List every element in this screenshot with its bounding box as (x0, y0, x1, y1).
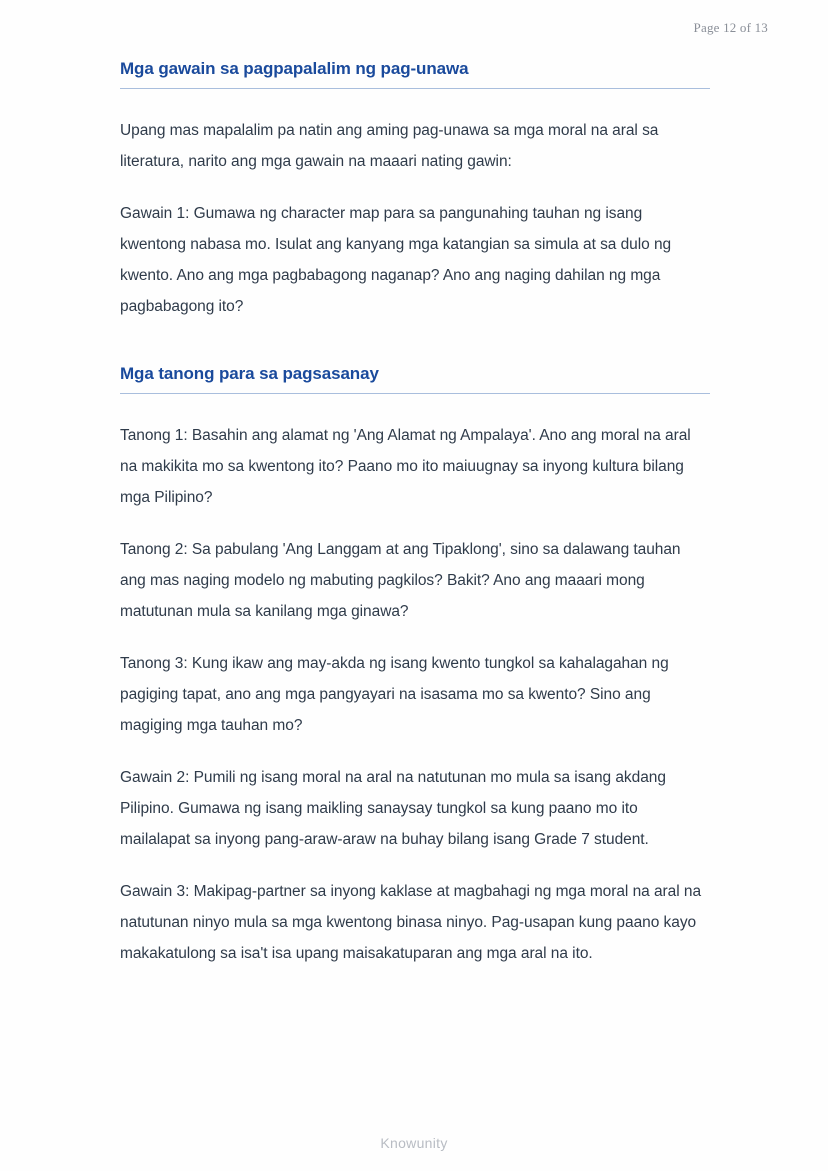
footer-brand-label: Knowunity (380, 1135, 448, 1151)
section-heading-practice-questions: Mga tanong para sa pagsasanay (120, 364, 710, 394)
section-heading-activities: Mga gawain sa pagpapalalim ng pag-unawa (120, 59, 710, 89)
paragraph: Gawain 3: Makipag-partner sa inyong kaklase at magbahagi ng mga moral na aral na natutunan ninyo mula sa mga kwentong binasa ninyo. Pag-usapan kung paano kayo makakatulong sa isa't isa upang maisakatuparan ang mga aral na ito. (120, 883, 702, 962)
page-number-label: Page 12 of 13 (693, 20, 768, 35)
paragraph: Gawain 1: Gumawa ng character map para sa pangunahing tauhan ng isang kwentong nabasa mo. Isulat ang kanyang mga katangian sa simula at sa dulo ng kwento. Ano ang mga pagbabagong naganap? Ano ang naging dahilan ng mga pagbabagong ito? (120, 205, 672, 315)
paragraph: Tanong 2: Sa pabulang 'Ang Langgam at ang Tipaklong', sino sa dalawang tauhan ang mas naging modelo ng mabuting pagkilos? Bakit? Ano ang maaari mong matutunan mula sa kanilang mga ginawa? (120, 541, 681, 620)
document-content (120, 55, 710, 990)
paragraph: Gawain 2: Pumili ng isang moral na aral na natutunan mo mula sa isang akdang Pilipino. Gumawa ng isang maikling sanaysay tungkol sa kung paano mo ito mailalapat sa inyong pang-araw-araw na buhay bilang isang Grade 7 student. (120, 769, 666, 848)
paragraph: Upang mas mapalalim pa natin ang aming pag-unawa sa mga moral na aral sa literatura, narito ang mga gawain na maaari nating gawin: (120, 122, 659, 170)
paragraph: Tanong 1: Basahin ang alamat ng 'Ang Alamat ng Ampalaya'. Ano ang moral na aral na makikita mo sa kwentong ito? Paano mo ito maiuugnay sa inyong kultura bilang mga Pilipino? (120, 427, 691, 506)
paragraph: Tanong 3: Kung ikaw ang may-akda ng isang kwento tungkol sa kahalagahan ng pagiging tapat, ano ang mga pangyayari na isasama mo sa kwento? Sino ang magiging mga tauhan mo? (120, 655, 669, 734)
